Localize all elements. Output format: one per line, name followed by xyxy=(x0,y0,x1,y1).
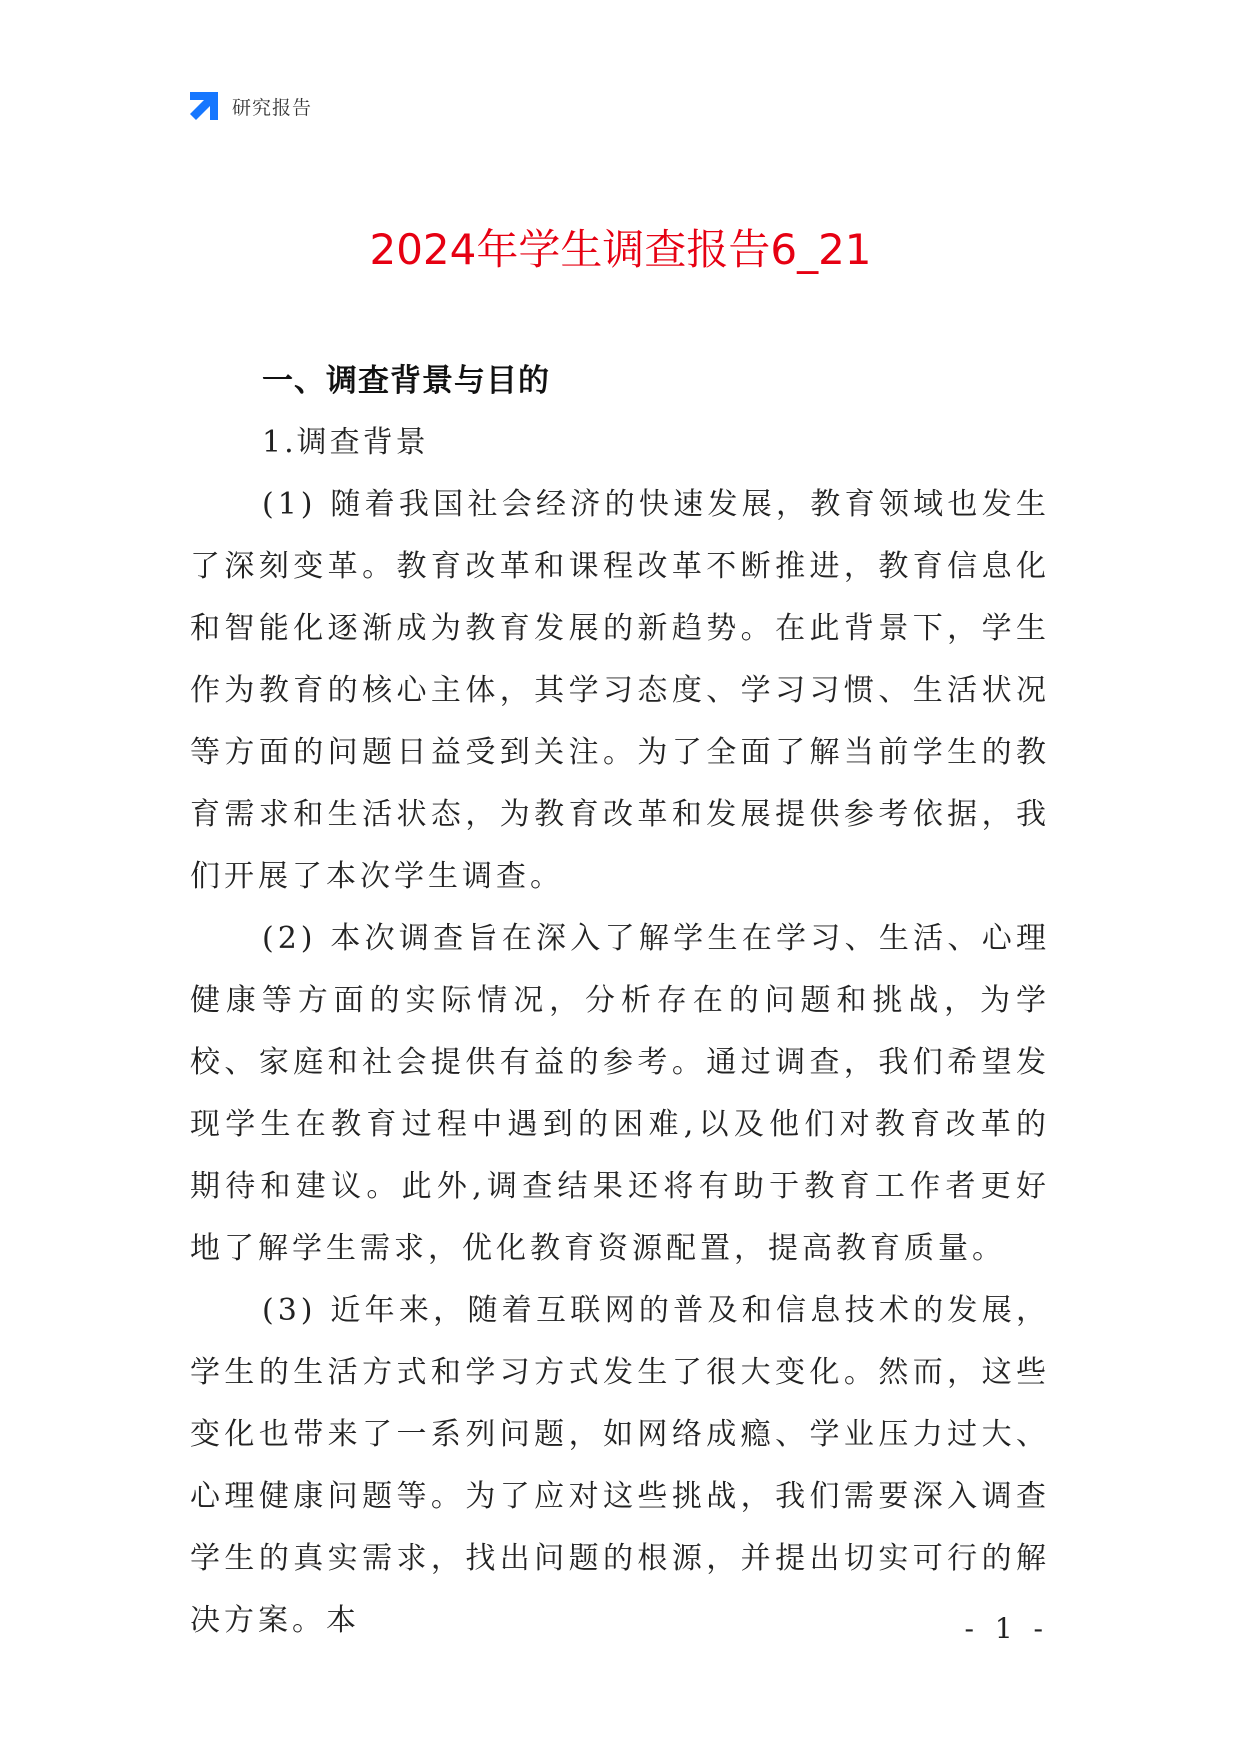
arrow-up-right-icon xyxy=(188,90,220,122)
paragraph-1: (1) 随着我国社会经济的快速发展，教育领域也发生了深刻变革。教育改革和课程改革不断推进，教育信息化和智能化逐渐成为教育发展的新趋势。在此背景下，学生作为教育的核心主体，其学习态度、学习习惯、生活状况等方面的问题日益受到关注。为了全面了解当前学生的教育需求和生活状态，为教育改革和发展提供参考依据，我们开展了本次学生调查。 xyxy=(190,487,1050,894)
page-number: - 1 - xyxy=(964,1612,1049,1645)
paragraph-3: (3) 近年来，随着互联网的普及和信息技术的发展，学生的生活方式和学习方式发生了很大变化。然而，这些变化也带来了一系列问题，如网络成瘾、学业压力过大、心理健康问题等。为了应对这些挑战，我们需要深入调查学生的真实需求，找出问题的根源，并提出切实可行的解决方案。本 xyxy=(190,1293,1050,1638)
document-body xyxy=(190,350,1050,1652)
document-title: 2024年学生调查报告6_21 xyxy=(369,225,872,274)
subsection-heading: 1.调查背景 xyxy=(262,425,429,460)
page-header xyxy=(188,88,312,124)
header-label: 研究报告 xyxy=(232,96,313,119)
section-heading: 一、调查背景与目的 xyxy=(262,363,550,399)
paragraph-2: (2) 本次调查旨在深入了解学生在学习、生活、心理健康等方面的实际情况，分析存在的问题和挑战，为学校、家庭和社会提供有益的参考。通过调查，我们希望发现学生在教育过程中遇到的困难,以及他们对教育改革的期待和建议。此外,调查结果还将有助于教育工作者更好地了解学生需求，优化教育资源配置，提高教育质量。 xyxy=(190,921,1050,1266)
